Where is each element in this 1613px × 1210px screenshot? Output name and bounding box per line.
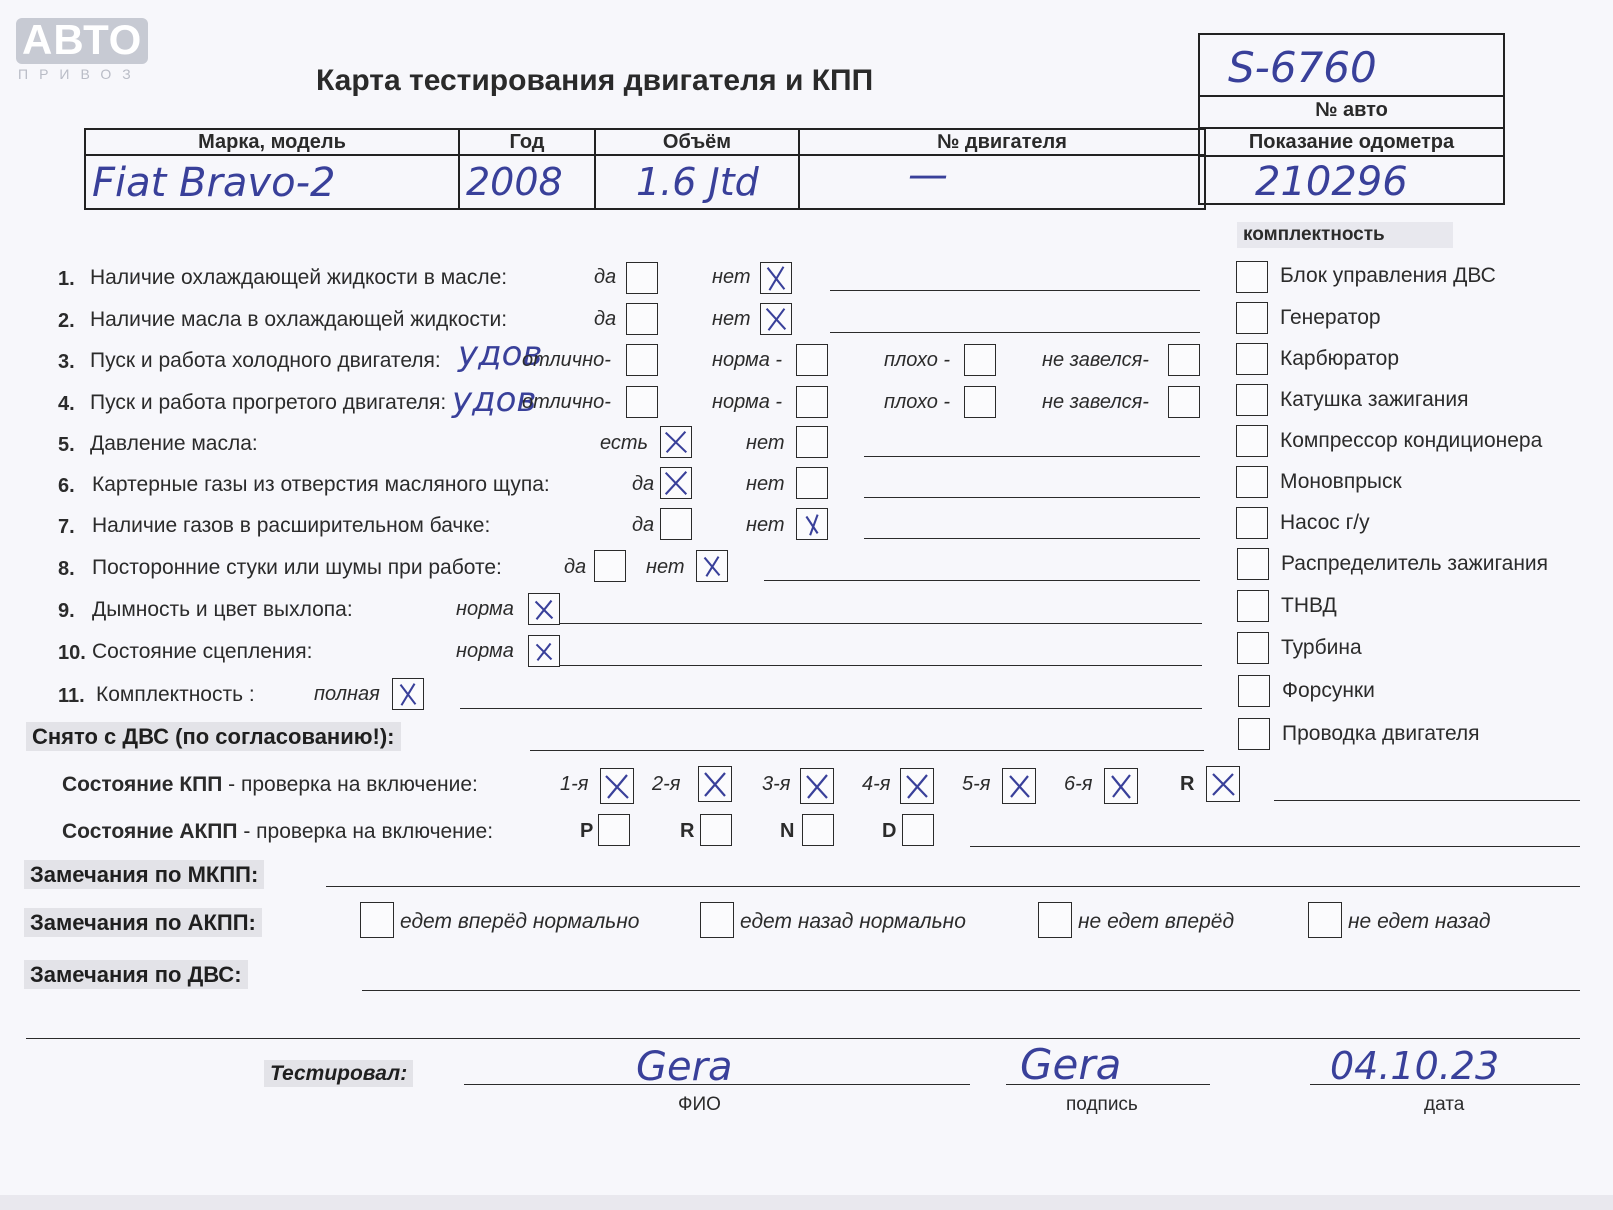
yes-checkbox[interactable]: [626, 303, 658, 335]
fio-line[interactable]: [464, 1084, 970, 1085]
volume-value: 1.6 Jtd: [636, 160, 759, 204]
completeness-checkbox[interactable]: [1236, 384, 1268, 416]
page-title: Карта тестирования двигателя и КПП: [316, 64, 874, 97]
cell-engine-no: [799, 152, 1205, 209]
item-label: Наличие масла в охлаждающей жидкости:: [90, 308, 508, 331]
check-mark-icon: [697, 551, 727, 581]
check-mark-icon: [761, 304, 791, 334]
notes-line: [864, 497, 1200, 498]
cell-volume: [595, 155, 799, 209]
yes-checkbox[interactable]: [660, 467, 692, 499]
normal-checkbox[interactable]: [796, 344, 828, 376]
completeness-item: Насос г/у: [1280, 511, 1370, 534]
item-label: Наличие охлаждающей жидкости в масле:: [90, 266, 508, 289]
item-label: Пуск и работа холодного двигателя:: [90, 349, 441, 372]
option-yes-label: да: [632, 514, 655, 536]
normal-checkbox[interactable]: [528, 635, 560, 667]
cell-model: [85, 155, 459, 209]
logo-subtext: ПРИВОЗ: [18, 66, 142, 82]
item-label: Картерные газы из отверстия масляного щупа:: [92, 473, 550, 496]
fio-label: ФИО: [678, 1094, 721, 1115]
remarks-dvs-line[interactable]: [362, 990, 1580, 991]
completeness-checkbox[interactable]: [1236, 425, 1268, 457]
removed-line[interactable]: [530, 750, 1204, 751]
akpp-option-label: не едет вперёд: [1078, 910, 1235, 933]
option-no-label: нет: [746, 514, 785, 536]
option-normal-label: норма -: [712, 391, 783, 413]
item-label: Посторонние стуки или шумы при работе:: [92, 556, 502, 579]
completeness-item: Генератор: [1280, 306, 1381, 329]
option-normal-label: норма -: [712, 349, 783, 371]
completeness-item: Карбюратор: [1280, 347, 1400, 370]
akpp-notes-line[interactable]: [970, 846, 1580, 847]
item-label: Пуск и работа прогретого двигателя:: [90, 391, 447, 414]
notes-line: [830, 332, 1200, 333]
completeness-item: Компрессор кондиционера: [1280, 429, 1543, 452]
item-number: 4.: [58, 393, 75, 415]
mode-label: N: [780, 820, 795, 842]
notes-line: [864, 456, 1200, 457]
signature-label: подпись: [1066, 1094, 1138, 1115]
completeness-checkbox[interactable]: [1236, 466, 1268, 498]
option-bad-label: плохо -: [884, 391, 951, 413]
excellent-checkbox[interactable]: [626, 344, 658, 376]
gear-label: 5-я: [962, 773, 991, 795]
gear-label: R: [1180, 773, 1195, 795]
option-full-label: полная: [314, 683, 380, 705]
mode-label: P: [580, 820, 594, 842]
reverse-normal-checkbox[interactable]: [700, 902, 734, 938]
check-mark-icon: [1207, 767, 1239, 801]
handwritten-note: удов: [452, 380, 537, 420]
odometer-label: Показание одометра: [1248, 131, 1455, 153]
gear-2-checkbox[interactable]: [698, 766, 732, 802]
check-mark-icon: [801, 769, 833, 803]
date-line[interactable]: [1310, 1084, 1580, 1085]
check-mark-icon: [901, 769, 933, 803]
completeness-checkbox[interactable]: [1236, 302, 1268, 334]
item-number: 6.: [58, 475, 75, 497]
signature: Gera: [1020, 1040, 1122, 1089]
item-number: 7.: [58, 516, 75, 538]
remarks-mkpp-line[interactable]: [326, 886, 1580, 887]
model-value: Fiat Bravo-2: [92, 160, 336, 206]
option-bad-label: плохо -: [884, 349, 951, 371]
option-yes-label: да: [632, 473, 655, 495]
date-label: дата: [1424, 1094, 1465, 1115]
option-normal-label: норма: [456, 640, 514, 662]
akpp-label: Состояние АКПП - проверка на включение:: [62, 820, 494, 843]
completeness-checkbox[interactable]: [1238, 718, 1270, 750]
akpp-option-label: едет вперёд нормально: [400, 910, 640, 933]
col-header-year: Год: [459, 129, 595, 155]
notes-line: [460, 708, 1202, 709]
check-mark-icon: [699, 767, 731, 801]
item-number: 11.: [58, 685, 85, 707]
completeness-item: Проводка двигателя: [1282, 722, 1480, 745]
remarks-dvs-label: Замечания по ДВС:: [24, 962, 248, 988]
item-number: 9.: [58, 600, 75, 622]
notes-line: [560, 623, 1202, 624]
check-mark-icon: [661, 468, 691, 498]
yes-checkbox[interactable]: [626, 262, 658, 294]
check-mark-icon: [529, 636, 559, 666]
normal-checkbox[interactable]: [796, 386, 828, 418]
check-mark-icon: [601, 769, 633, 803]
remarks-akpp-label: Замечания по АКПП:: [24, 910, 262, 936]
removed-label: Снято с ДВС (по согласованию!):: [26, 724, 401, 750]
gear-4-checkbox[interactable]: [900, 768, 934, 804]
engine-no-value: —: [908, 152, 948, 198]
mode-r-checkbox[interactable]: [700, 814, 732, 846]
item-number: 1.: [58, 268, 75, 290]
gear-label: 2-я: [652, 773, 681, 795]
notes-line: [830, 290, 1200, 291]
no-checkbox[interactable]: [796, 467, 828, 499]
completeness-item: Турбина: [1281, 636, 1362, 659]
gear-5-checkbox[interactable]: [1002, 768, 1036, 804]
option-no-label: нет: [746, 432, 785, 454]
no-checkbox[interactable]: [760, 303, 792, 335]
normal-checkbox[interactable]: [528, 593, 560, 625]
mode-label: D: [882, 820, 897, 842]
col-header-model: Марка, модель: [85, 129, 459, 155]
gear-3-checkbox[interactable]: [800, 768, 834, 804]
excellent-checkbox[interactable]: [626, 386, 658, 418]
completeness-item: ТНВД: [1281, 594, 1337, 617]
remarks-mkpp-label: Замечания по МКПП:: [24, 862, 264, 888]
cell-year: [459, 155, 595, 209]
mode-n-checkbox[interactable]: [802, 814, 834, 846]
signature-line[interactable]: [1006, 1084, 1210, 1085]
item-label: Дымность и цвет выхлопа:: [92, 598, 353, 621]
item-number: 3.: [58, 351, 75, 373]
gear-label: 6-я: [1064, 773, 1093, 795]
notes-line: [560, 665, 1202, 666]
akpp-option-label: едет назад нормально: [740, 910, 966, 933]
no-reverse-checkbox[interactable]: [1308, 902, 1342, 938]
gear-label: 4-я: [862, 773, 891, 795]
item-number: 5.: [58, 434, 75, 456]
completeness-item: Распределитель зажигания: [1281, 552, 1549, 575]
check-mark-icon: [761, 263, 791, 293]
option-yes-label: да: [594, 266, 617, 288]
completeness-checkbox[interactable]: [1237, 590, 1269, 622]
test-date: 04.10.23: [1330, 1044, 1500, 1088]
no-checkbox[interactable]: [796, 508, 828, 540]
item-number: 8.: [58, 558, 75, 580]
auto-number-label: № авто: [1315, 99, 1388, 121]
mode-p-checkbox[interactable]: [598, 814, 630, 846]
year-value: 2008: [466, 160, 563, 204]
check-mark-icon: [1003, 769, 1035, 803]
item-label: Давление масла:: [90, 432, 258, 455]
col-header-volume: Объём: [595, 129, 799, 155]
kpp-label: Состояние КПП - проверка на включение:: [62, 773, 478, 796]
mode-label: R: [680, 820, 695, 842]
completeness-checkbox[interactable]: [1236, 261, 1268, 293]
completeness-item: Форсунки: [1282, 679, 1375, 702]
yes-checkbox[interactable]: [660, 508, 692, 540]
vehicle-table: [84, 128, 1206, 210]
option-not-started-label: не завелся-: [1042, 349, 1149, 371]
option-no-label: нет: [712, 308, 751, 330]
option-no-label: нет: [646, 556, 685, 578]
completeness-title: комплектность: [1237, 222, 1453, 248]
auto-number-value: S-6760: [1228, 43, 1377, 92]
option-excellent-label: отлично-: [522, 349, 611, 371]
remarks-extra-line[interactable]: [26, 1038, 1580, 1039]
yes-checkbox[interactable]: [594, 550, 626, 582]
no-forward-checkbox[interactable]: [1038, 902, 1072, 938]
gear-r-checkbox[interactable]: [1206, 766, 1240, 802]
handwritten-note: удов: [458, 334, 543, 374]
bad-checkbox[interactable]: [964, 386, 996, 418]
odometer-value: 210296: [1255, 159, 1408, 205]
bad-checkbox[interactable]: [964, 344, 996, 376]
option-yes-label: да: [564, 556, 587, 578]
no-checkbox[interactable]: [760, 262, 792, 294]
notes-line: [764, 580, 1200, 581]
kpp-notes-line[interactable]: [1274, 800, 1580, 801]
forward-normal-checkbox[interactable]: [360, 902, 394, 938]
check-mark-icon: [661, 427, 691, 457]
completeness-checkbox[interactable]: [1236, 507, 1268, 539]
mode-d-checkbox[interactable]: [902, 814, 934, 846]
tester-name: Gera: [636, 1044, 733, 1090]
item-label: Комплектность :: [96, 683, 255, 706]
completeness-item: Катушка зажигания: [1280, 388, 1469, 411]
logo-text: АВТО: [22, 16, 143, 63]
completeness-checkbox[interactable]: [1236, 343, 1268, 375]
completeness-checkbox[interactable]: [1238, 675, 1270, 707]
option-excellent-label: отлично-: [522, 391, 611, 413]
gear-label: 3-я: [762, 773, 791, 795]
option-present-label: есть: [600, 432, 649, 454]
option-not-started-label: не завелся-: [1042, 391, 1149, 413]
full-checkbox[interactable]: [392, 678, 424, 710]
check-mark-icon: [393, 679, 423, 709]
no-checkbox[interactable]: [796, 426, 828, 458]
option-normal-label: норма: [456, 598, 514, 620]
check-mark-icon: [1105, 769, 1137, 803]
not-started-checkbox[interactable]: [1168, 386, 1200, 418]
auto-number-box: [1198, 33, 1505, 205]
tested-by-label: Тестировал:: [264, 1062, 413, 1086]
akpp-option-label: не едет назад: [1348, 910, 1491, 933]
completeness-item: Моновпрыск: [1280, 470, 1402, 493]
completeness-checkbox[interactable]: [1237, 548, 1269, 580]
gear-6-checkbox[interactable]: [1104, 768, 1138, 804]
option-no-label: нет: [746, 473, 785, 495]
completeness-item: Блок управления ДВС: [1280, 264, 1496, 287]
check-mark-icon: [529, 594, 559, 624]
not-started-checkbox[interactable]: [1168, 344, 1200, 376]
item-number: 10.: [58, 642, 86, 664]
item-number: 2.: [58, 310, 75, 332]
check-mark-icon: [797, 509, 827, 539]
item-label: Состояние сцепления:: [92, 640, 313, 663]
option-yes-label: да: [594, 308, 617, 330]
gear-1-checkbox[interactable]: [600, 768, 634, 804]
no-checkbox[interactable]: [696, 550, 728, 582]
present-checkbox[interactable]: [660, 426, 692, 458]
col-header-engine-no: № двигателя: [799, 129, 1205, 155]
item-label: Наличие газов в расширительном бачке:: [92, 514, 491, 537]
completeness-checkbox[interactable]: [1237, 632, 1269, 664]
gear-label: 1-я: [560, 773, 589, 795]
notes-line: [864, 538, 1200, 539]
option-no-label: нет: [712, 266, 751, 288]
